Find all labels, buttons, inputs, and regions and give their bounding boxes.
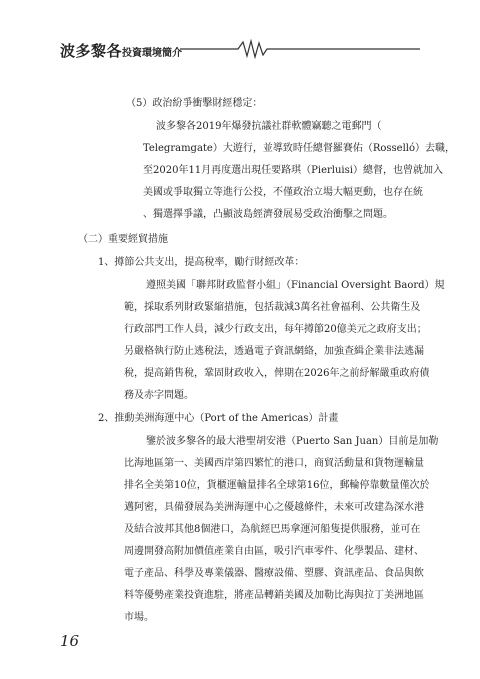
paragraph-line: 範，採取系列財政緊縮措施，包括裁減3萬名社會福利、公共衛生及	[124, 302, 421, 313]
header-title-sub: 投資環境簡介	[122, 48, 183, 59]
paragraph-line: 料等優勢產業投資進駐，將產品轉銷美國及加勒比海與拉丁美洲地區	[124, 590, 424, 601]
subsection-5-heading: （5）政治紛爭衝擊財經穩定：	[126, 98, 263, 109]
paragraph-line: 務及赤字問題。	[124, 390, 194, 401]
paragraph-line: 遵照美國「聯邦財政監督小組」（Financial Oversight Baord）規	[146, 280, 445, 291]
paragraph-line: 及結合波邦其他8個港口，為航經巴馬拿運河船隻提供服務，並可在	[124, 524, 421, 535]
paragraph-line: Telegramgate）大遊行，並導致時任總督羅賽佑（Rosselló）去職，	[143, 143, 456, 154]
paragraph-line: 比海地區第一、美國西岸第四繁忙的港口，商貿活動量和貨物運輸量	[124, 458, 424, 469]
paragraph-line: 美國或爭取獨立等進行公投，不僅政治立場大幅更動，也存在統	[143, 187, 423, 198]
item-1-heading: 1、撙節公共支出，提高稅率，勵行財經改革：	[98, 257, 305, 268]
page-number: 16	[60, 632, 80, 650]
item-2-heading: 2、推動美洲海運中心（Port of the Americas）計畫	[98, 413, 339, 424]
paragraph-line: 電子產品、科學及專業儀器、醫療設備、塑膠、資訊產品、食品與飲	[124, 568, 424, 579]
paragraph-line: 另嚴格執行防止逃稅法，透過電子資訊網絡，加強查緝企業非法逃漏	[124, 346, 424, 357]
header-title-main: 波多黎各	[60, 42, 123, 60]
section-2-heading: （二）重要經貿措施	[78, 234, 168, 245]
paragraph-line: 稅，提高銷售稅，鞏固財政收入，俾期在2026年之前紓解嚴重政府債	[124, 368, 430, 379]
paragraph-line: 排名全美第10位，貨櫃運輸量排名全球第16位，郵輪停靠數量僅次於	[124, 480, 430, 491]
paragraph-line: 周邊開發高附加價值產業自由區，吸引汽車零件、化學製品、建材、	[124, 546, 424, 557]
paragraph-line: 波多黎各2019年爆發抗議社群軟體竊聽之電郵門（	[156, 121, 382, 132]
paragraph-line: 鑒於波多黎各的最大港聖胡安港（Puerto San Juan）目前是加勒	[146, 436, 439, 447]
paragraph-line: 市場。	[124, 612, 154, 623]
paragraph-line: 邁阿密，具備發展為美洲海運中心之優越條件，未來可改建為深水港	[124, 502, 424, 513]
paragraph-line: 、獨選擇爭議，凸顯波島經濟發展易受政治衝擊之問題。	[143, 209, 393, 220]
running-header	[60, 38, 420, 60]
paragraph-line: 行政部門工作人員，減少行政支出，每年撙節20億美元之政府支出；	[124, 324, 427, 335]
paragraph-line: 至2020年11月再度選出現任要路琪（Pierluisi）總督，也曾就加入	[143, 165, 443, 176]
header-title	[60, 40, 182, 61]
